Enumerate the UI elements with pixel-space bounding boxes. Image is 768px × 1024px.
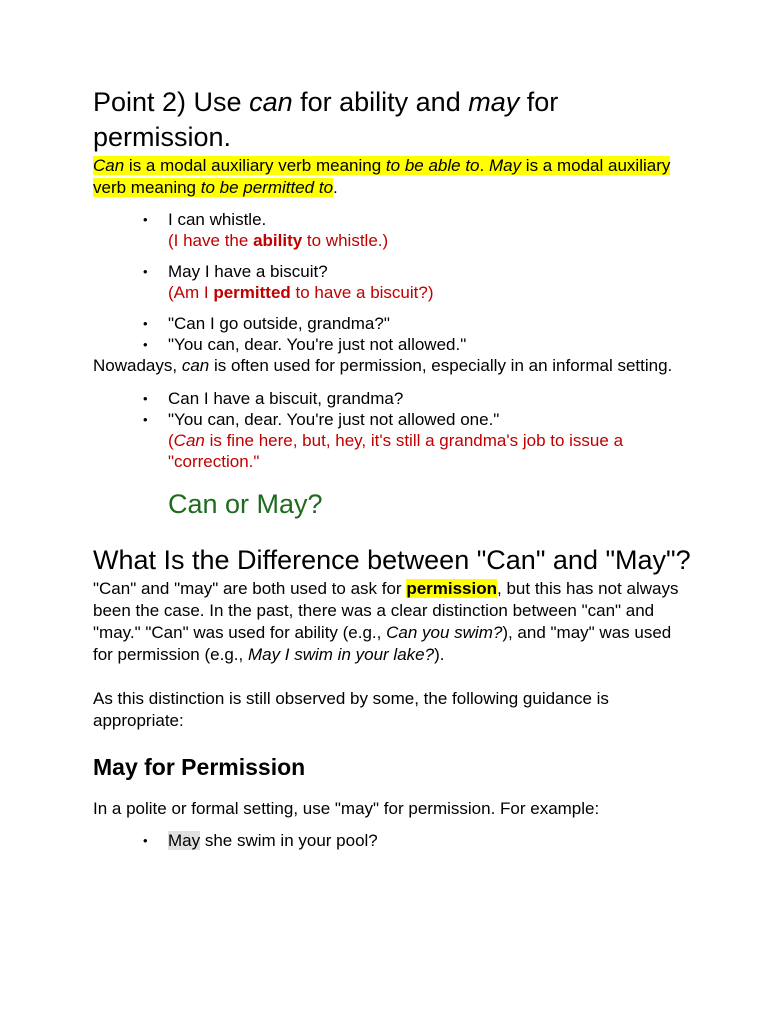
def-can: Can [93,156,125,175]
point2-heading [93,85,693,155]
list-item [93,209,693,251]
diff-text: ), and "may" was used for permission (e.g., [93,622,672,664]
def-may: May [488,156,522,175]
guidance-paragraph: As this distinction is still observed by some, the following guidance is appropriate: [93,688,609,730]
example-text: she swim in your pool? [200,831,378,850]
example-note [168,283,434,302]
nowadays-paragraph [93,355,693,377]
heading-can: can [249,87,293,117]
example-note [168,431,623,471]
permission-highlight: permission [406,578,498,598]
example-text: May I have a biscuit? [168,262,328,281]
may-permission-heading: May for Permission [93,753,306,780]
diff-example: May I swim in your lake? [247,644,435,664]
note-text: (Am I [168,283,214,302]
difference-heading: What Is the Difference between "Can" and "May"? [93,544,691,575]
note-can: Can [173,430,205,450]
document-page [93,85,693,851]
may-intro-paragraph: In a polite or formal setting, use "may" for permission. For example: [93,798,600,818]
list-item: • "You can, dear. You're just not allowed." [93,334,693,355]
note-text: to whistle.) [302,231,389,250]
examples-list-2 [93,388,693,472]
def-text: . [479,156,489,175]
example-text: "You can, dear. You're just not allowed one." [168,409,500,429]
note-bold: permitted [213,283,291,302]
nowadays-can: can [181,356,210,375]
def-text: is a modal auxiliary verb meaning [93,156,671,197]
heading-text: Point 2) Use [93,87,250,117]
diff-text: , but this has not always been the case. In the past, there was a clear distinction between "can" and "may." "Can" was used for ability (e.g., [93,578,679,642]
diff-text: ). [434,644,445,664]
heading-may: may [468,87,520,117]
diff-text: "Can" and "may" are both used to ask for [93,578,407,598]
nowadays-text: is often used for permission, especially in an informal setting. [209,356,673,375]
nowadays-text: Nowadays, [93,356,182,375]
heading-text: for permission. [93,87,559,152]
list-item: • "Can I go outside, grandma?" [93,313,693,334]
example-note [168,231,388,250]
def-text: . [333,177,338,197]
examples-list-1 [93,209,693,355]
note-text: to have a biscuit?) [290,283,434,302]
may-highlight: May [168,831,201,850]
can-or-may-heading: Can or May? [168,488,323,519]
definition-paragraph [93,155,693,198]
list-item [93,409,693,472]
list-item [93,830,693,851]
note-text: ( [168,430,174,450]
example-text: I can whistle. [168,210,267,229]
list-item: • Can I have a biscuit, grandma? [93,388,693,409]
difference-paragraph [93,578,693,666]
note-bold: ability [253,231,303,250]
examples-list-3 [93,830,693,851]
note-text: (I have the [168,231,254,250]
definition-highlight [93,156,670,197]
list-item [93,261,693,303]
def-text: is a modal auxiliary verb meaning [124,156,386,175]
heading-text: for ability and [292,87,469,117]
def-able: to be able to [385,156,480,175]
note-text: is fine here, but, hey, it's still a grandma's job to issue a "correction." [168,430,624,471]
def-permitted: to be permitted to [200,177,334,197]
diff-example: Can you swim? [386,622,503,642]
